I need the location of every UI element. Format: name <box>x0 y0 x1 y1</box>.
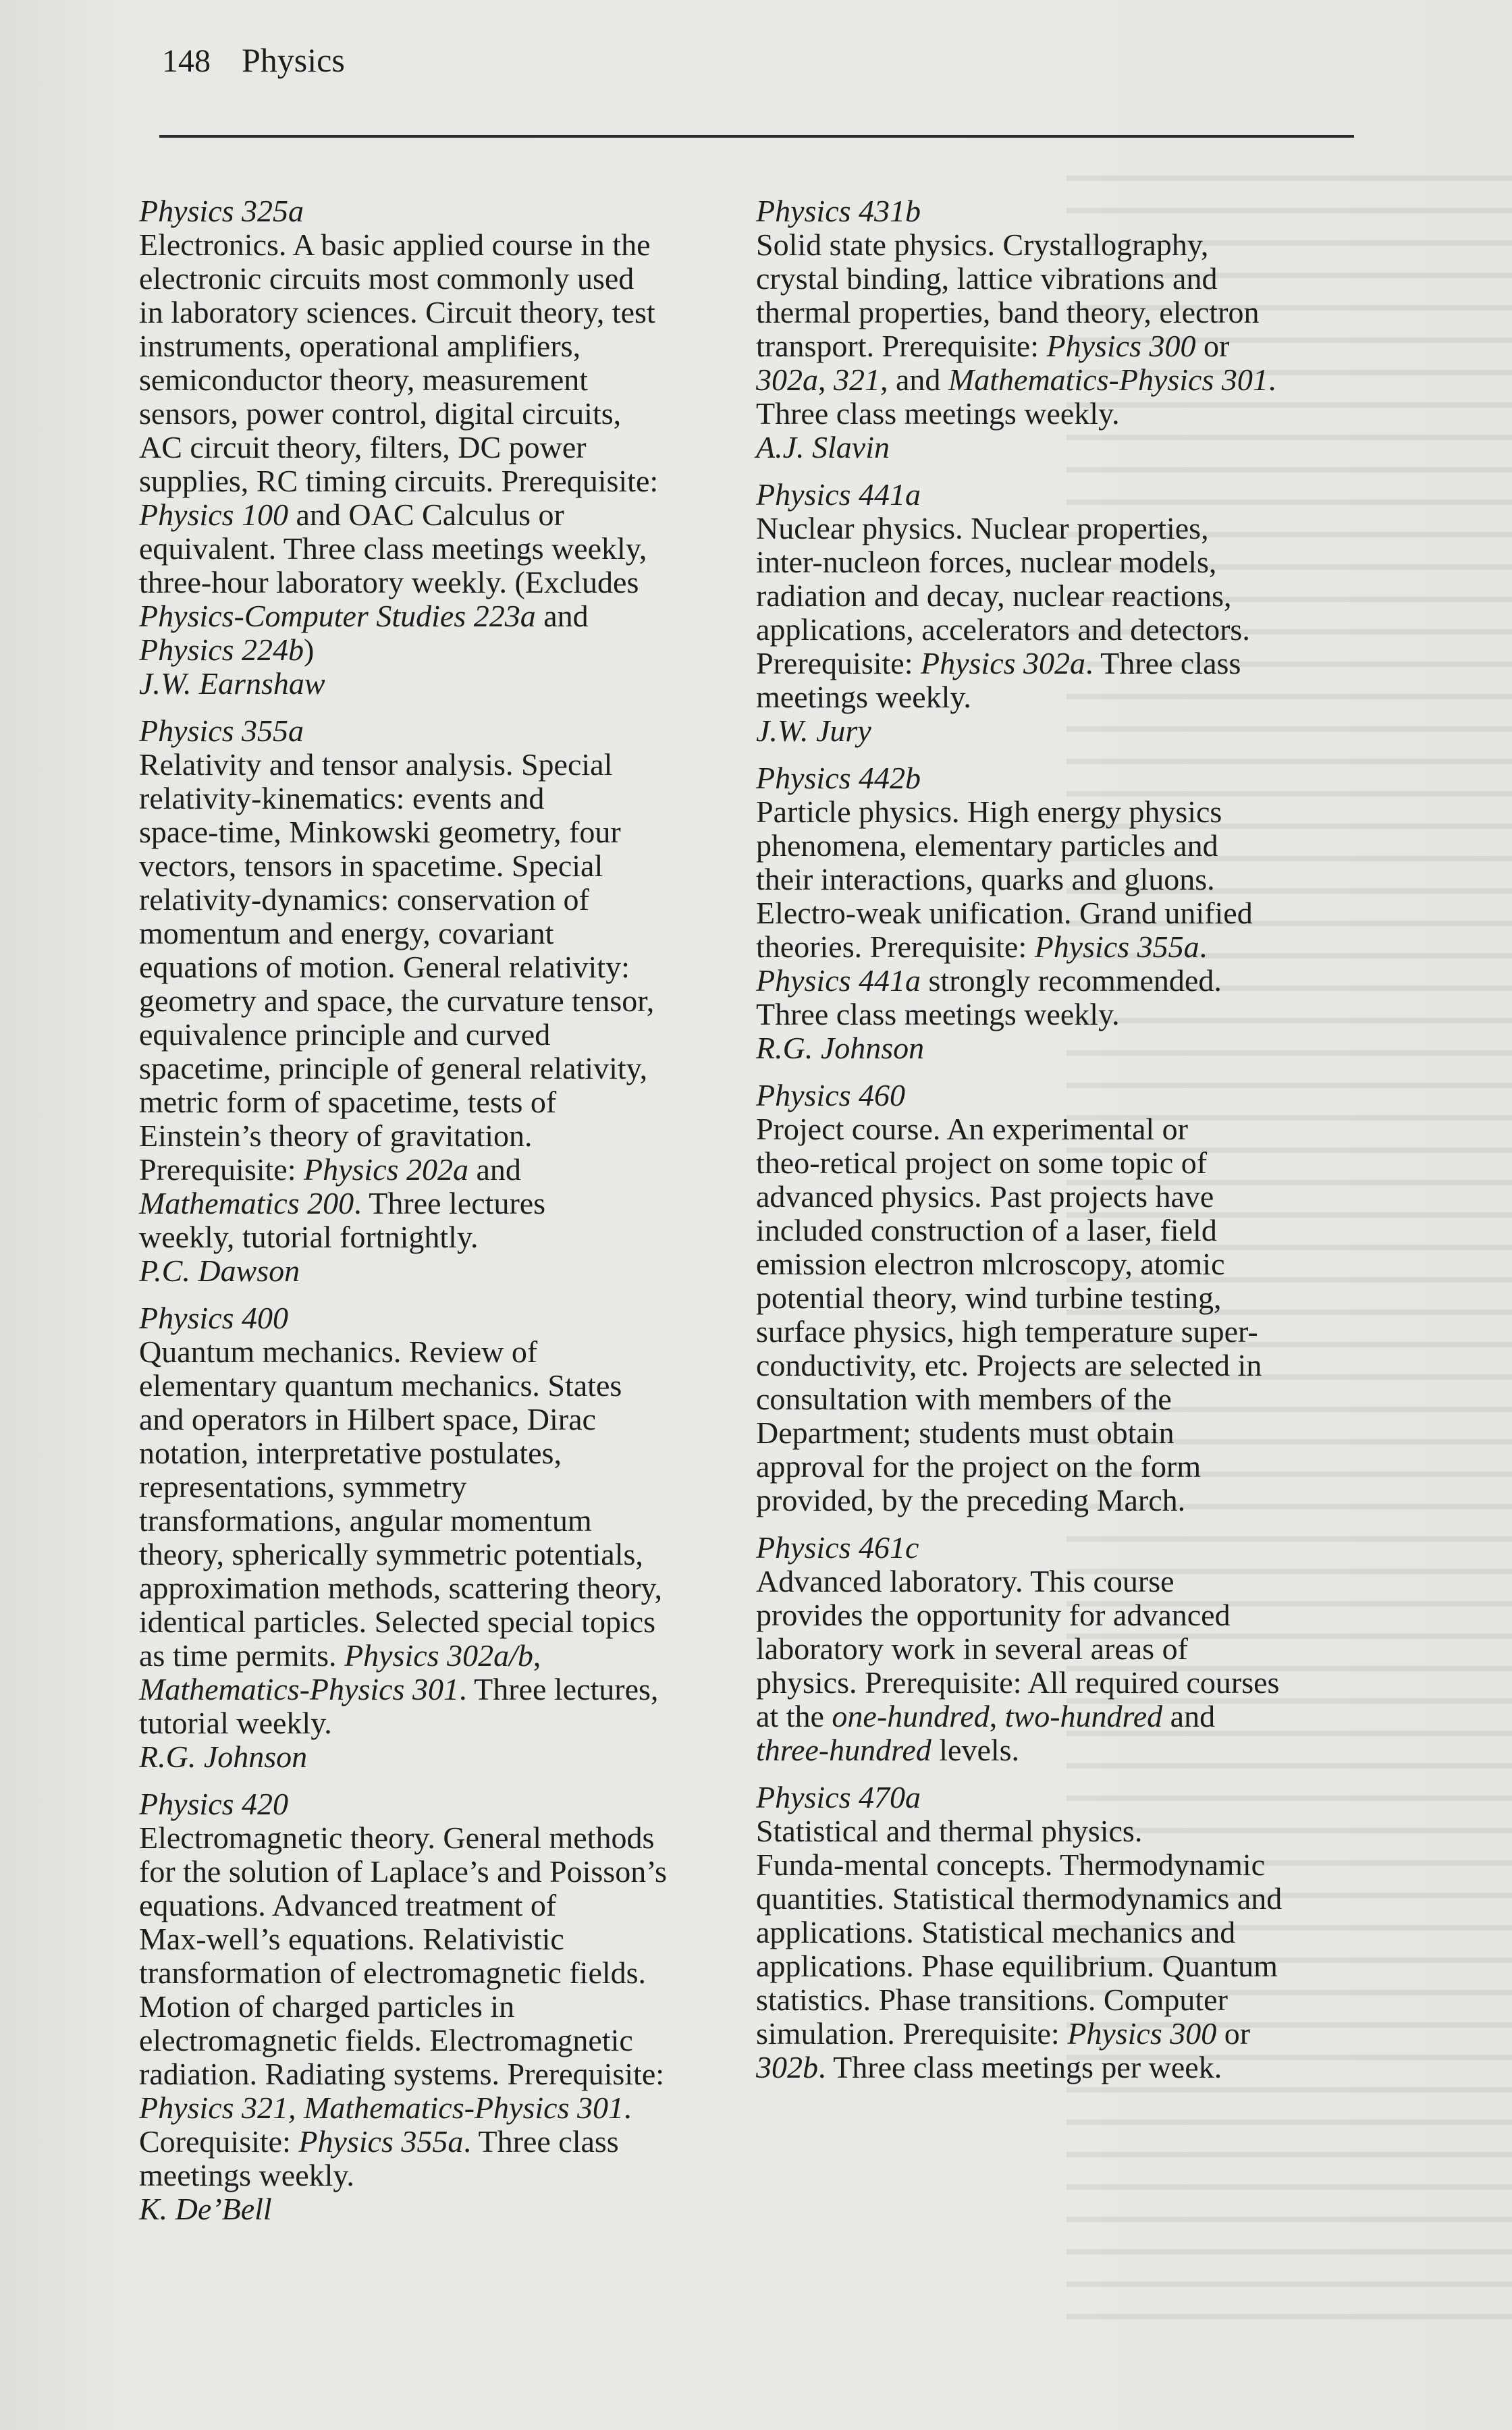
course-description-line <box>139 2125 720 2159</box>
text-run: electronic circuits most commonly used <box>139 261 634 296</box>
text-run: Statistical and thermal physics. <box>756 1814 1143 1848</box>
text-run: Three class meetings weekly. <box>756 997 1120 1031</box>
text-run: crystal binding, lattice vibrations and <box>756 261 1218 296</box>
course-description-line <box>139 566 720 599</box>
text-run: tutorial weekly. <box>139 1706 332 1740</box>
course-reference: Physics 355a <box>298 2124 464 2159</box>
text-run: semiconductor theory, measurement <box>139 362 589 397</box>
text-run: radiation. Radiating systems. Prerequisite: <box>139 2057 665 2091</box>
course-reference: Physics-Computer Studies 223a <box>139 599 536 633</box>
course-description-line <box>139 599 720 633</box>
course-description-line <box>756 1983 1350 2017</box>
course-description-line <box>139 1187 720 1220</box>
course-description-line <box>139 1538 720 1571</box>
instructor-name: J.W. Jury <box>756 713 871 748</box>
text-run: Electronics. A basic applied course in the <box>139 227 651 262</box>
text-run: momentum and energy, covariant <box>139 916 554 950</box>
text-run: three-hour laboratory weekly. (Excludes <box>139 565 639 599</box>
instructor-name: K. De’Bell <box>139 2192 272 2226</box>
course-description-line <box>139 1153 720 1187</box>
course-reference: one-hundred <box>832 1699 990 1733</box>
text-run: Prerequisite: <box>139 1152 304 1187</box>
course-description-line <box>756 1484 1350 1517</box>
text-run: thermal properties, band theory, electron <box>756 295 1260 329</box>
text-run: Project course. An experimental or <box>756 1112 1188 1146</box>
text-run: vectors, tensors in spacetime. Special <box>139 848 603 883</box>
course-description-line <box>756 1349 1350 1382</box>
text-run: provides the opportunity for advanced <box>756 1598 1231 1632</box>
course-description-line <box>756 228 1350 262</box>
course-reference: Physics 441a <box>756 963 921 998</box>
text-run: relativity-dynamics: conservation of <box>139 882 589 917</box>
course-description-line <box>756 1281 1350 1315</box>
text-run: sensors, power control, digital circuits, <box>139 396 622 431</box>
course-description-line <box>139 917 720 950</box>
course-description-line <box>756 1733 1350 1767</box>
text-run: notation, interpretative postulates, <box>139 1436 562 1470</box>
course-code: Physics 420 <box>139 1787 289 1821</box>
text-run: . Three lectures, <box>458 1672 659 1706</box>
course-description-line <box>756 613 1350 647</box>
text-run: statistics. Phase transitions. Computer <box>756 1982 1228 2017</box>
course-code: Physics 355a <box>139 713 304 748</box>
text-run: , <box>533 1638 541 1673</box>
text-run: Motion of charged particles in <box>139 1989 515 2024</box>
text-run: potential theory, wind turbine testing, <box>756 1280 1222 1315</box>
text-run: theories. Prerequisite: <box>756 929 1035 964</box>
course-reference: 321 <box>834 362 880 397</box>
text-run: Prerequisite: <box>756 646 921 680</box>
text-run: theo-retical project on some topic of <box>756 1145 1208 1180</box>
course-description-line <box>756 1916 1350 1949</box>
course-description-line <box>139 984 720 1018</box>
course-description-line <box>756 1814 1350 1848</box>
text-run: and <box>468 1152 521 1187</box>
course-description-line <box>756 1214 1350 1247</box>
course-code: Physics 460 <box>756 1078 906 1112</box>
text-run: representations, symmetry <box>139 1469 467 1504</box>
text-run: approval for the project on the form <box>756 1449 1202 1484</box>
course-description-line <box>139 431 720 464</box>
text-run: and OAC Calculus or <box>288 497 564 532</box>
header-rule <box>159 135 1354 138</box>
course-description-line <box>756 397 1350 431</box>
right-column <box>756 194 1350 2098</box>
course-description-line <box>139 397 720 431</box>
instructor-name: P.C. Dawson <box>139 1253 300 1288</box>
course-description-line <box>139 498 720 532</box>
course-description-line <box>139 1335 720 1369</box>
text-run: Einstein’s theory of gravitation. <box>139 1118 533 1153</box>
section-title: Physics <box>242 41 345 79</box>
text-run: . Three class <box>463 2124 619 2159</box>
course-description-line <box>139 329 720 363</box>
course-description-line <box>139 1821 720 1855</box>
text-run: Advanced laboratory. This course <box>756 1564 1174 1598</box>
course-description-line <box>139 1018 720 1052</box>
text-run: approximation methods, scattering theory, <box>139 1571 662 1605</box>
course-reference: Physics 202a <box>304 1152 469 1187</box>
course-description-line <box>139 883 720 917</box>
text-run: in laboratory sciences. Circuit theory, test <box>139 295 655 329</box>
course-description-line <box>139 1470 720 1504</box>
course-reference: Physics 302a/b <box>344 1638 533 1673</box>
text-run: theory, spherically symmetric potentials, <box>139 1537 643 1571</box>
course-description-line <box>139 849 720 883</box>
course-description-line <box>139 1052 720 1085</box>
text-run: space-time, Minkowski geometry, four <box>139 815 621 849</box>
course-description-line <box>139 633 720 667</box>
text-run: Three class meetings weekly. <box>756 396 1120 431</box>
course-reference: Physics 100 <box>139 497 289 532</box>
text-run: and operators in Hilbert space, Dirac <box>139 1402 596 1436</box>
course-description-line <box>756 296 1350 329</box>
text-run: . Three class meetings per week. <box>818 2050 1222 2084</box>
course-description-line <box>139 1889 720 1922</box>
text-run: Electro-weak unification. Grand unified <box>756 896 1253 930</box>
course-description-line <box>756 795 1350 829</box>
course-description-line <box>756 1848 1350 1882</box>
text-run: at the <box>756 1699 832 1733</box>
course-description-line <box>139 2091 720 2125</box>
text-run: surface physics, high temperature super- <box>756 1314 1258 1349</box>
course-description-line <box>139 1990 720 2024</box>
course-description-line <box>139 2159 720 2192</box>
text-run: Nuclear physics. Nuclear properties, <box>756 511 1209 545</box>
course-description-line <box>139 1922 720 1956</box>
text-run: Solid state physics. Crystallography, <box>756 227 1209 262</box>
text-run: phenomena, elementary particles and <box>756 828 1218 863</box>
page-header <box>162 40 1357 80</box>
course-entry <box>756 194 1350 464</box>
text-run: advanced physics. Past projects have <box>756 1179 1214 1214</box>
text-run: transport. Prerequisite: <box>756 329 1047 363</box>
text-run: metric form of spacetime, tests of <box>139 1085 557 1119</box>
text-run: equations of motion. General relativity: <box>139 950 630 984</box>
text-run: weekly, tutorial fortnightly. <box>139 1220 479 1254</box>
text-run: , <box>989 1699 1005 1733</box>
course-description-line <box>139 1220 720 1254</box>
course-code: Physics 400 <box>139 1301 289 1335</box>
text-run: Quantum mechanics. Review of <box>139 1334 538 1369</box>
text-run: Electromagnetic theory. General methods <box>139 1820 655 1855</box>
course-entry <box>756 478 1350 748</box>
course-description-line <box>756 363 1350 397</box>
text-run: meetings weekly. <box>139 2158 354 2192</box>
text-run: identical particles. Selected special topics <box>139 1604 656 1639</box>
course-description-line <box>139 815 720 849</box>
course-description-line <box>756 680 1350 714</box>
instructor-name: R.G. Johnson <box>756 1031 925 1065</box>
course-reference: Physics 302a <box>921 646 1086 680</box>
text-run: their interactions, quarks and gluons. <box>756 862 1215 896</box>
text-run: and <box>1162 1699 1216 1733</box>
course-reference: Mathematics-Physics 301 <box>139 1672 459 1706</box>
text-run: as time permits. <box>139 1638 345 1673</box>
text-run: Relativity and tensor analysis. Special <box>139 747 613 782</box>
text-run: . Three class <box>1085 646 1241 680</box>
text-run: applications, accelerators and detectors. <box>756 612 1250 647</box>
course-code: Physics 431b <box>756 194 921 228</box>
course-description-line <box>139 228 720 262</box>
course-entry <box>139 194 720 701</box>
text-run: . <box>1199 929 1208 964</box>
text-run: equivalence principle and curved <box>139 1017 551 1052</box>
text-run: elementary quantum mechanics. States <box>139 1368 622 1403</box>
text-run: . Three lectures <box>354 1186 546 1220</box>
text-run: Particle physics. High energy physics <box>756 794 1222 829</box>
text-run: equivalent. Three class meetings weekly, <box>139 531 647 566</box>
text-run: and <box>535 599 589 633</box>
text-run: Funda-mental concepts. Thermodynamic <box>756 1847 1266 1882</box>
course-description-line <box>756 1146 1350 1180</box>
course-description-line <box>756 329 1350 363</box>
text-run: for the solution of Laplace’s and Poisson’s <box>139 1854 667 1889</box>
text-run: . <box>623 2090 632 2125</box>
course-description-line <box>756 1666 1350 1700</box>
instructor-name: R.G. Johnson <box>139 1739 308 1774</box>
course-description-line <box>139 1605 720 1639</box>
course-description-line <box>139 1855 720 1889</box>
course-reference: two-hundred <box>1004 1699 1163 1733</box>
course-description-line <box>756 1882 1350 1916</box>
text-run: relativity-kinematics: events and <box>139 781 545 815</box>
text-run: equations. Advanced treatment of <box>139 1888 557 1922</box>
instructor-name: J.W. Earnshaw <box>139 666 325 701</box>
course-description-line <box>756 829 1350 863</box>
text-run: meetings weekly. <box>756 680 971 714</box>
text-run: provided, by the preceding March. <box>756 1483 1186 1517</box>
text-run: ) <box>304 632 315 667</box>
course-description-line <box>139 782 720 815</box>
text-run: . <box>1268 362 1276 397</box>
course-code: Physics 461c <box>756 1530 919 1565</box>
course-description-line <box>756 930 1350 964</box>
course-description-line <box>756 262 1350 296</box>
course-entry <box>139 1301 720 1774</box>
text-run: simulation. Prerequisite: <box>756 2016 1068 2051</box>
text-run: included construction of a laser, field <box>756 1213 1217 1247</box>
course-description-line <box>139 464 720 498</box>
text-run: transformations, angular momentum <box>139 1503 592 1538</box>
text-run: spacetime, principle of general relativity, <box>139 1051 648 1085</box>
course-description-line <box>756 1382 1350 1416</box>
course-description-line <box>139 1673 720 1706</box>
text-run: emission electron mlcroscopy, atomic <box>756 1247 1225 1281</box>
text-run: AC circuit theory, filters, DC power <box>139 430 587 464</box>
text-run: or <box>1195 329 1230 363</box>
course-description-line <box>756 545 1350 579</box>
course-description-line <box>756 896 1350 930</box>
course-description-line <box>756 1450 1350 1484</box>
text-run: Corequisite: <box>139 2124 299 2159</box>
course-description-line <box>756 2017 1350 2051</box>
text-run: instruments, operational amplifiers, <box>139 329 581 363</box>
course-description-line <box>756 2051 1350 2084</box>
course-description-line <box>139 1706 720 1740</box>
course-reference: Physics 300 <box>1046 329 1196 363</box>
text-run: electromagnetic fields. Electromagnetic <box>139 2023 633 2057</box>
text-run: applications. Phase equilibrium. Quantum <box>756 1949 1278 1983</box>
course-description-line <box>756 1598 1350 1632</box>
course-code: Physics 325a <box>139 194 304 228</box>
course-description-line <box>139 532 720 566</box>
course-description-line <box>756 1180 1350 1214</box>
course-description-line <box>756 647 1350 680</box>
course-description-line <box>139 1639 720 1673</box>
page-number: 148 <box>162 43 211 79</box>
text-run: radiation and decay, nuclear reactions, <box>756 578 1232 613</box>
text-run: supplies, RC timing circuits. Prerequisite: <box>139 464 659 498</box>
course-description-line <box>139 1504 720 1538</box>
course-description-line <box>139 1571 720 1605</box>
instructor-name: A.J. Slavin <box>756 430 890 464</box>
course-description-line <box>139 363 720 397</box>
course-description-line <box>139 2024 720 2057</box>
course-description-line <box>139 1436 720 1470</box>
text-run: strongly recommended. <box>921 963 1222 998</box>
course-reference: Mathematics 200 <box>139 1186 354 1220</box>
course-description-line <box>756 1315 1350 1349</box>
course-description-line <box>139 1956 720 1990</box>
text-run: conductivity, etc. Projects are selected in <box>756 1348 1262 1382</box>
course-code: Physics 442b <box>756 761 921 795</box>
course-entry <box>756 1079 1350 1517</box>
course-description-line <box>756 1700 1350 1733</box>
course-reference: three-hundred <box>756 1733 932 1767</box>
course-reference: 302a <box>756 362 818 397</box>
text-run: quantities. Statistical thermodynamics and <box>756 1881 1282 1916</box>
course-entry <box>139 714 720 1288</box>
course-description-line <box>756 964 1350 998</box>
course-description-line <box>756 579 1350 613</box>
course-reference: Physics 300 <box>1067 2016 1217 2051</box>
course-code: Physics 441a <box>756 477 921 512</box>
course-description-line <box>139 262 720 296</box>
text-run: geometry and space, the curvature tensor, <box>139 983 655 1018</box>
course-description-line <box>139 2057 720 2091</box>
course-entry <box>756 1531 1350 1767</box>
text-run: consultation with members of the <box>756 1382 1172 1416</box>
course-code: Physics 470a <box>756 1780 921 1814</box>
left-column <box>139 194 720 2240</box>
course-description-line <box>756 1949 1350 1983</box>
course-description-line <box>756 1632 1350 1666</box>
course-description-line <box>756 998 1350 1031</box>
text-run: transformation of electromagnetic fields. <box>139 1955 647 1990</box>
text-run: physics. Prerequisite: All required courses <box>756 1665 1280 1700</box>
course-description-line <box>139 296 720 329</box>
course-description-line <box>139 1119 720 1153</box>
course-reference: Physics 224b <box>139 632 304 667</box>
course-description-line <box>139 748 720 782</box>
course-description-line <box>139 1403 720 1436</box>
text-run: Max-well’s equations. Relativistic <box>139 1922 564 1956</box>
course-reference: Physics 355a <box>1034 929 1199 964</box>
text-run: , and <box>880 362 948 397</box>
text-run: inter-nucleon forces, nuclear models, <box>756 545 1217 579</box>
course-description-line <box>756 863 1350 896</box>
course-entry <box>756 761 1350 1065</box>
text-run: or <box>1216 2016 1251 2051</box>
course-description-line <box>756 1565 1350 1598</box>
course-description-line <box>756 512 1350 545</box>
course-entry <box>139 1787 720 2226</box>
text-run: Department; students must obtain <box>756 1415 1174 1450</box>
course-description-line <box>756 1247 1350 1281</box>
text-run: , <box>818 362 834 397</box>
text-run: laboratory work in several areas of <box>756 1631 1188 1666</box>
course-description-line <box>139 1369 720 1403</box>
course-description-line <box>139 950 720 984</box>
course-reference: 302b <box>756 2050 818 2084</box>
course-entry <box>756 1781 1350 2084</box>
course-reference: Mathematics-Physics 301 <box>948 362 1268 397</box>
course-description-line <box>139 1085 720 1119</box>
text-run: applications. Statistical mechanics and <box>756 1915 1236 1949</box>
text-run: levels. <box>931 1733 1020 1767</box>
course-description-line <box>756 1112 1350 1146</box>
course-reference: Physics 321, Mathematics-Physics 301 <box>139 2090 624 2125</box>
course-description-line <box>756 1416 1350 1450</box>
